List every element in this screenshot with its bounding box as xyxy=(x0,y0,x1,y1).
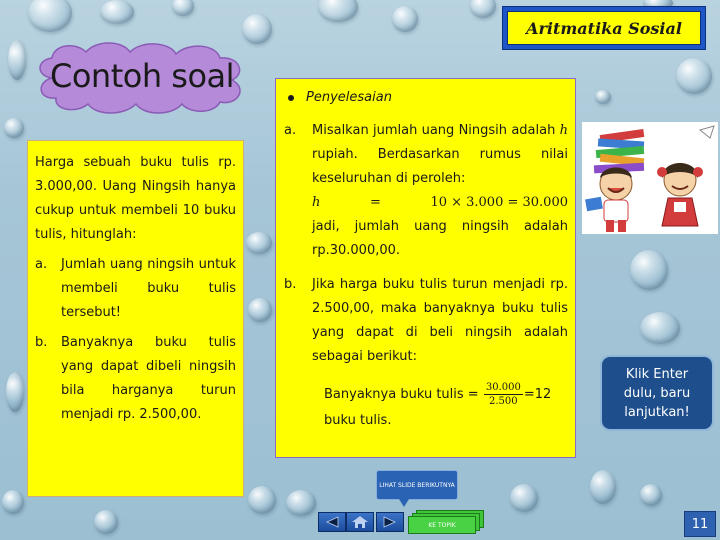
equation-lhs: ℎ xyxy=(312,195,321,210)
next-slide-button[interactable] xyxy=(376,512,404,532)
problem-box xyxy=(27,140,244,497)
water-drop-decoration xyxy=(8,40,26,80)
arrow-left-icon xyxy=(324,516,340,528)
water-drop-decoration xyxy=(590,470,616,504)
water-drop-decoration xyxy=(248,486,276,514)
variable-h: ℎ xyxy=(559,123,568,138)
item-text: Jumlah uang ningsih untuk membeli buku tulis tersebut! xyxy=(61,257,236,320)
problem-item-b xyxy=(35,331,236,427)
water-drop-decoration xyxy=(510,484,538,512)
water-drop-decoration xyxy=(392,6,418,32)
solution-box xyxy=(275,78,576,458)
prev-slide-button[interactable] xyxy=(318,512,346,532)
fraction xyxy=(484,381,523,408)
water-drop-decoration xyxy=(595,90,611,104)
water-drop-decoration xyxy=(630,250,668,290)
formula-line xyxy=(284,381,568,434)
water-drop-decoration xyxy=(640,484,662,506)
water-drop-decoration xyxy=(676,58,712,94)
formula-result: =12 xyxy=(523,387,552,402)
home-button[interactable] xyxy=(346,512,374,532)
home-icon xyxy=(351,515,369,529)
problem-item-a xyxy=(35,253,236,325)
item-marker: b. xyxy=(35,335,48,350)
equation-sign: = xyxy=(369,195,381,210)
item-marker: b. xyxy=(284,277,297,292)
page-number: 11 xyxy=(684,511,716,537)
heading-contoh-soal: Contoh soal xyxy=(50,57,235,95)
slide-title-box xyxy=(502,6,706,50)
solution-a-part3: jadi, jumlah uang ningsih adalah rp.30.000,00. xyxy=(312,219,568,258)
solution-label-row xyxy=(284,87,568,109)
water-drop-decoration xyxy=(4,118,24,138)
water-drop-decoration xyxy=(286,490,316,516)
slide-title: Aritmatika Sosial xyxy=(526,18,682,38)
fraction-numerator: 30.000 xyxy=(485,382,521,393)
water-drop-decoration xyxy=(318,0,358,22)
go-to-topic-button[interactable] xyxy=(408,512,478,532)
water-drop-decoration xyxy=(248,298,272,322)
solution-a-part1: Misalkan jumlah uang Ningsih adalah xyxy=(312,123,556,138)
notice-box: Klik Enter dulu, baru lanjutkan! xyxy=(600,355,714,431)
formula-prefix: Banyaknya buku tulis = xyxy=(324,387,479,402)
kids-with-books-illustration xyxy=(582,122,718,234)
next-slide-callout: LIHAT SLIDE BERIKUTNYA xyxy=(376,470,458,500)
solution-item-a xyxy=(284,119,568,263)
item-text: Jika harga buku tulis turun menjadi rp. 2.500,00, maka banyaknya buku tulis yang dapat di beli ningsih adalah sebagai berikut: xyxy=(312,277,568,364)
solution-item-b xyxy=(284,273,568,369)
bullet-icon xyxy=(288,95,294,101)
solution-label: Penyelesaian xyxy=(306,90,392,105)
equation-line xyxy=(312,191,568,215)
fraction-denominator: 2.500 xyxy=(489,396,518,407)
problem-intro: Harga sebuah buku tulis rp. 3.000,00. Uang Ningsih hanya cukup untuk membeli 10 buku tulis, hitunglah: xyxy=(35,155,236,242)
book-stack-icon xyxy=(594,129,645,173)
water-drop-decoration xyxy=(640,312,680,344)
water-drop-decoration xyxy=(100,0,134,24)
water-drop-decoration xyxy=(94,510,118,534)
item-text: Banyaknya buku tulis yang dapat dibeli ningsih bila harganya turun menjadi rp. 2.500,00. xyxy=(61,335,236,422)
water-drop-decoration xyxy=(2,490,24,514)
water-drop-decoration xyxy=(246,232,272,254)
equation-rhs: 10 × 3.000 = 30.000 xyxy=(430,195,568,210)
slide-title-inner xyxy=(507,11,701,45)
item-marker: a. xyxy=(35,257,48,272)
water-drop-decoration xyxy=(172,0,194,16)
arrow-right-icon xyxy=(382,516,398,528)
item-marker: a. xyxy=(284,123,297,138)
water-drop-decoration xyxy=(6,372,24,412)
topic-button-label: KE TOPIK xyxy=(408,516,476,534)
solution-a-part2: rupiah. Berdasarkan rumus nilai keseluruhan di peroleh: xyxy=(312,147,568,186)
water-drop-decoration xyxy=(470,0,496,18)
formula-suffix: buku tulis. xyxy=(324,413,392,428)
water-drop-decoration xyxy=(28,0,72,32)
item-text xyxy=(312,119,568,263)
